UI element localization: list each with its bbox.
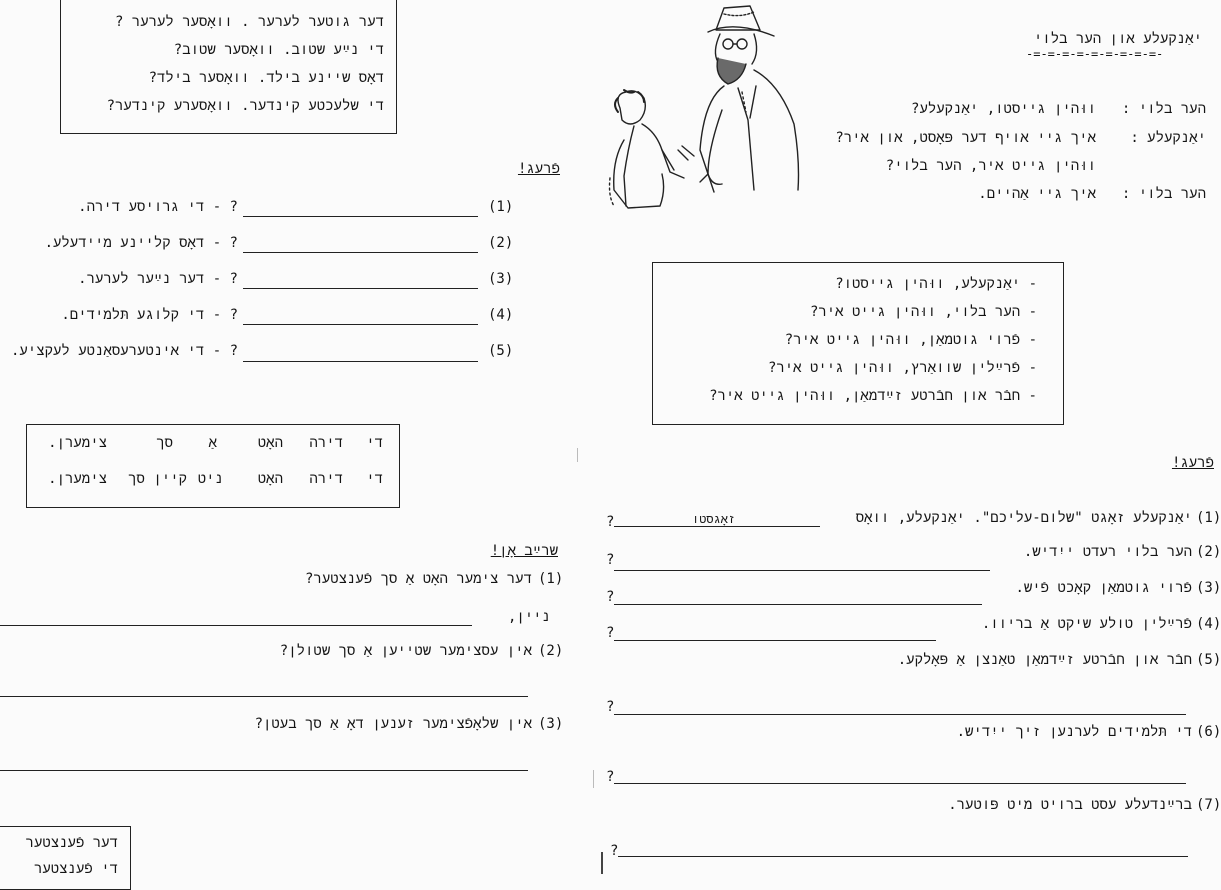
fold-mark: [577, 448, 578, 462]
exercise-number: (7): [1196, 797, 1221, 813]
answer-line[interactable]: [243, 216, 478, 217]
question-mark: ?: [606, 589, 615, 605]
fold-mark: [601, 852, 603, 874]
question-mark: ?: [610, 843, 619, 859]
answer-line[interactable]: [614, 526, 820, 527]
answer-line[interactable]: [614, 570, 990, 571]
exercise-text: הער בלוי רעדט ייִדיש.: [1023, 544, 1192, 560]
answer-line[interactable]: [614, 604, 982, 605]
answer-line[interactable]: [614, 714, 1186, 715]
dialogue-line: איך גיי אַהיים.: [978, 186, 1096, 202]
box-row: - יאַנקעלע, ווּהין גייסטו?: [835, 276, 1037, 292]
box-row: - פֿרײַלין שוואַרץ, ווּהין גייט איר?: [767, 360, 1037, 376]
exercise-text: חבֿר און חבֿרטע זײַדמאַן טאַנצן אַ פּאָלקע.: [897, 652, 1192, 668]
exercise-text: ברײַנדעלע עסט ברויט מיט פּוטער.: [948, 797, 1192, 813]
dialogue-speaker: יאַנקעלע :: [1130, 130, 1206, 146]
question-number: (3): [538, 716, 564, 732]
exercise-text: די תּלמידים לערנען זיך ייִדיש.: [956, 724, 1192, 740]
answer-line[interactable]: [243, 324, 478, 325]
question-number: (2): [538, 643, 564, 659]
fold-mark: [593, 770, 594, 788]
page-title: יאַנקעלע און הער בלוי: [1033, 31, 1202, 47]
question-number: (4): [488, 307, 514, 323]
answer-line[interactable]: [243, 288, 478, 289]
exercise-number: (6): [1196, 724, 1221, 740]
question-text: ? - דאָס קליינע מיידעלע.: [44, 235, 238, 251]
answer-line[interactable]: [614, 640, 936, 641]
exercise-number: (2): [1196, 544, 1221, 560]
dialogue-line: ווּהין גייט איר, הער בלוי?: [885, 158, 1096, 174]
answer-line[interactable]: [243, 361, 478, 362]
question-text: ? - דער נײַער לערער.: [78, 271, 238, 287]
question-mark: ?: [606, 552, 615, 568]
answer-prefix: ניין,: [507, 609, 550, 625]
question-number: (3): [488, 271, 514, 287]
box-row: דער גוטער לערער . וואָסער לערער ?: [114, 14, 384, 30]
question-mark: ?: [606, 514, 615, 530]
exercise-number: (3): [1196, 580, 1221, 596]
title-underline: -=-=-=-=-=-=-=-=-=-: [1026, 47, 1164, 61]
exercise-text: פֿרוי גוטמאַן קאָכט פֿיש.: [1015, 580, 1192, 596]
question-text: ? - די אינטערעסאַנטע לעקציע.: [10, 343, 238, 359]
question-number: (1): [538, 571, 564, 587]
question-mark: ?: [606, 699, 615, 715]
question-number: (5): [488, 343, 514, 359]
box-row: דאָס שיינע בילד. וואָסער בילד?: [148, 70, 384, 86]
filled-answer: זאָגסטו: [692, 512, 736, 526]
example-sentence-box: די דירה האָט אַ סך צימערן. די דירה האָט ניט קיין סך צימערן.: [26, 424, 400, 508]
exercise-text: פֿרײַלין טולע שיקט אַ בריוו.: [981, 616, 1192, 632]
question-text: אין שלאָפֿצימער זענען דאָ אַ סך בעטן?: [254, 716, 532, 732]
exercise-number: (5): [1196, 652, 1221, 668]
answer-line[interactable]: [0, 770, 528, 771]
question-number: (2): [488, 235, 514, 251]
window-word-box: [0, 826, 131, 890]
exercise-text: יאַנקעלע זאָגט "שלום-עליכם". יאַנקעלע, וואָס: [855, 510, 1192, 526]
question-mark: ?: [606, 769, 615, 785]
box-row: דער פֿענצטער: [25, 835, 118, 851]
box-row: - פֿרוי גוטמאַן, ווּהין גייט איר?: [784, 332, 1037, 348]
answer-line[interactable]: [243, 252, 478, 253]
question-drill-box: [652, 262, 1064, 425]
exercise-heading: פֿרעג!: [1171, 455, 1214, 471]
box-row: די פֿענצטער: [33, 861, 118, 877]
dialogue-speaker: הער בלוי :: [1121, 186, 1206, 202]
dialogue-speaker: הער בלוי :: [1121, 101, 1206, 117]
question-mark: ?: [606, 625, 615, 641]
exercise-heading: פֿרעג!: [517, 161, 560, 177]
box-row: - חבֿר און חבֿרטע זײַדמאַן, ווּהין גייט איר?: [709, 388, 1037, 404]
exercise-number: (4): [1196, 616, 1221, 632]
exercise-number: (1): [1196, 510, 1221, 526]
question-text: דער צימער האָט אַ סך פֿענצטער?: [304, 571, 532, 587]
question-text: ? - די גרויסע דירה.: [78, 199, 238, 215]
box-row: - הער בלוי, ווּהין גייט איר?: [809, 304, 1037, 320]
box-row: די שלעכטע קינדער. וואָסערע קינדער?: [106, 98, 384, 114]
adjective-question-box: [60, 0, 397, 134]
question-number: (1): [488, 199, 514, 215]
dialogue-line: ווּהין גייסטו, יאַנקעלע?: [911, 101, 1096, 117]
answer-line[interactable]: [0, 696, 528, 697]
answer-line[interactable]: [0, 625, 472, 626]
illustration-teacher-and-boy: [604, 0, 810, 212]
answer-line[interactable]: [614, 783, 1186, 784]
question-text: ? - די קלוגע תּלמידים.: [61, 307, 238, 323]
answer-line[interactable]: [618, 856, 1188, 857]
box-row: די נײַע שטוב. וואָסער שטוב?: [173, 42, 384, 58]
dialogue-line: איך גיי אויף דער פּאָסט, און איר?: [835, 130, 1096, 146]
question-text: אין עסצימער שטייען אַ סך שטולן?: [279, 643, 532, 659]
write-heading: שרײַב אָן!: [490, 543, 558, 559]
